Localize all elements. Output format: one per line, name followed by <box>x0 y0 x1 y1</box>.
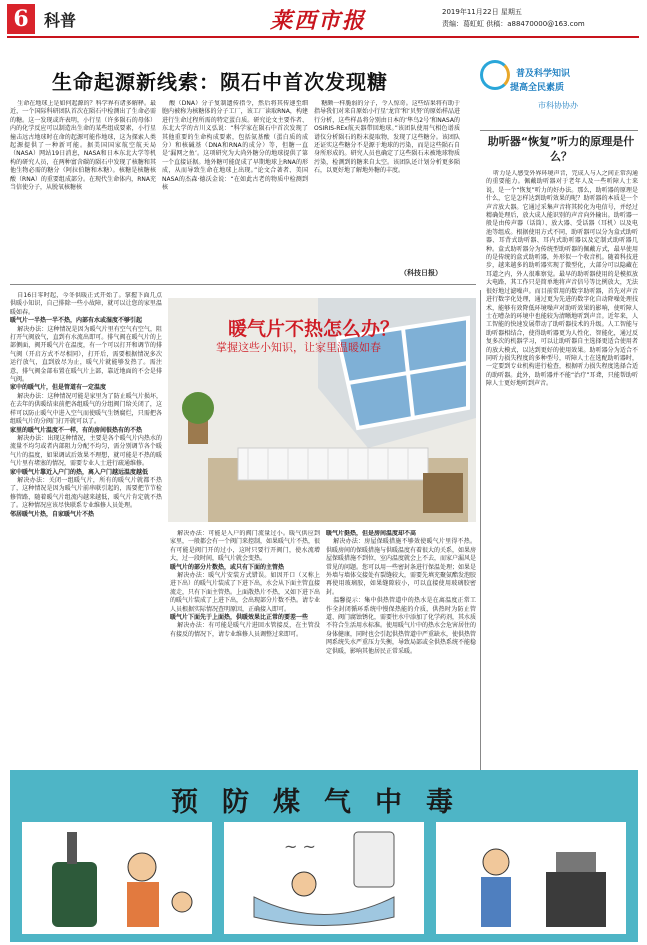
coal-stove-illustration <box>22 822 212 934</box>
newspaper-masthead: 莱西市报 <box>270 8 367 34</box>
article-subheading: 暖气片挺热，但是房间温度却不高 <box>326 530 417 537</box>
page-number: 6 <box>7 4 35 34</box>
section-name: 科普 <box>44 11 77 30</box>
article-subheading: 家中暖气片靠近入户门的热，离入户门越远温度越低 <box>10 468 149 476</box>
article-text: 酸（DNA）分子复制遗传指令，然后将其传递至细胞内被称为核糖体的分子工厂，该工厂读取RNA，构建进行生命过程所需的特定蛋白质。研究论文主要作者、东北大学的古川义弘说：“科学家在陨石中首次发现了其他重要的生命构成要素，包括氨基酸（蛋白质的成分）和核碱基（DNA和RNA的成分）等，但糖一直是‘漏网之鱼’。这项研究为大尚外糖分的地球提供了第一个直接证据。地外糖可能促成了早期地球上RNA的形成，从而导致生命在地球上出现。”论文合著者、美国NASA的杰森·德沃金说：“在如此古老的物质中检测到核 <box>162 100 308 192</box>
bedside-table-icon <box>423 473 463 513</box>
article-subheading: 家中的暖气片，但是管道有一定温度 <box>10 384 107 392</box>
article-paragraph: 解决办法：出现这种情况，主要是各个暖气片内热水的流量不均匀或者内部阻力分配不均匀，需分别调节各个暖气片的温度，如果调试后效果不理想，就可能是不热的暖气片里有堵塞的情况，需要专业人士进行疏通维修。 <box>10 434 162 468</box>
heater-article-subtitle: 掌握这些小知识，让家里温暖如春 <box>216 341 381 354</box>
article-paragraph: 解决办法：这种情况是因为暖气片里有空气有空气，阻打开气阀放气，直到有水流出即可。排气阀在暖气片的上部侧面，阀开暖气片在温度，有一个可以打开和调节的排气阀（开启方式不尽相同），打开后，需要根据情况多次运行放气，直到放尽为止，暖气片就能够发热了。需注意，排气阀金部布置在暖气片上部，靠近地面的不会是排气阀。 <box>10 325 162 384</box>
top-article-headline: 生命起源新线索：陨石中首次发现糖 <box>52 70 388 94</box>
top-article-column-1 <box>10 100 156 280</box>
article-paragraph: 自16日零时起，今冬供暖正式开始了。掌握下面几点供暖小知识，自己排除一些小故障，就可以让您的家里温暖如春。 <box>10 292 162 316</box>
panel-bath-heater <box>224 822 424 934</box>
article-subheading: 邻居暖气片热，自家暖气片不热 <box>10 510 95 518</box>
panel-kitchen-stove <box>436 822 626 934</box>
article-subheading: 暖气片下面先于上面热，供暖效果比正常的要差一些 <box>170 614 309 622</box>
editor-credit: 责编：葛虹虹 供稿：a88470000@163.com <box>442 20 585 28</box>
right-article-title: 助听器“恢复”听力的原理是什么？ <box>487 135 635 163</box>
heater-article-column-1 <box>10 292 162 754</box>
top-article-source: （科技日报） <box>400 269 442 277</box>
right-divider <box>480 130 638 131</box>
top-article-column-2 <box>162 100 308 280</box>
panel-coal-stove <box>22 822 212 934</box>
article-paragraph: 解决办法：关闭一组暖气片，所有的暖气片就都不热了，这种情况是因为暖气片前串联引起的，需要把节节检修管路，随着暖气片组流内越来越低，暖气片肯定就不热了。这种情况应该尽快联系专业维修人员处理。 <box>10 476 162 510</box>
article-text: 听力是人感受外界环境声音，完成人与人之间正常沟通的重要能力。佩戴助听器对于老年人及一些听障人士来说，是一个“恢复”听力的好办法。那么，助听器的原理是什么，它是怎样达到助听效果的呢？助听器的本质是一个声音放大器。它通过采集声音将其转化为电信号，并经过精确处理后，放大成人能识别的声音向外输出。助听器一般是由传声器（话筒）、放大器、受话器（耳机）以及电池等组成。根据使用方式不同，助听器可以分为盒式助听器、耳背式助听器、耳内式助听器以及定制式助听器几种。盒式助听器分为传统型助听器的佩戴方式，最早使用的是传统的盒式助听器，外形似一个收音机。随着科技进步，越来越多的助听器实现了微型化，大部分可以隐藏在耳道之内，外人很难察觉。最早的助听器使用的是模拟放大电路，其工作只是简单地将声音信号等比例放大，无法很好地过滤噪声。而目前常用的数字助听器，首先对声音进行数字化处理，通过更为先进的数字化自动降噪处理技术，能够有效降低环境噪声对助听效果的影响，使听障人士在嘈杂的环境中也能较为清晰地听到声音。近年来，人工智能的快速发展带动了助听器技术的升级。人工智能与助听器相结合，使得助听器更为人性化、智能化，通过反复多次的机器学习，可以让助听器自主选择更适合使用者的放大模式，以达到更好的使用效果。助听器分为适合不同听力损失程度的多种型号，听障人士在选配助听器时，一定要到专业机构进行检查，根据听力损失程度选择合适的助听器。此外，助听器并不能“治疗”耳聋，只能帮助听障人士更好地听到声音。 <box>486 170 638 388</box>
article-text: 生命在地球上是如何起源的？科学界有诸多解释。最近，一个国际科研团队首次在陨石中检测出了生命必需的糖。这一发现或许表明，小行星（许多陨石的母体）内的化学反应可以制造出生命的某些组成要素，小行星撞击远古地球时在命的起源可能作地球，这为探索人类起源提供了一种新可能。据美国国家航空航天局（NASA）网站19日消息，NASA和日本东北大学等机构的研究人员，在两种富含碳的陨石中发现了核糖和其他生物必需的糖分（阿拉伯糖和木糖）。核糖是核糖核酸（RNA）的重要组成部分。在现代生命体内，RNA充当信使分子，从脱氧核糖核 <box>10 100 156 192</box>
heater-article-column-3 <box>326 530 476 760</box>
radiator-icon <box>238 448 428 480</box>
article-subheading: 家里的暖气片温度不一样，有的房间很热有的不热 <box>10 426 143 434</box>
article-subheading: 暖气片一半热一半不热，内部有水或湿度不够引起 <box>10 317 143 325</box>
logo-swoosh-icon <box>480 60 510 90</box>
article-paragraph: 解决办法：暖气片安装方式错误。如因开口（又称上进下出）的暖气片装成了下进下出，水会从下面主管直接流走，只有下面主管热。上面散热片不热，又如下进下出的暖气片装成了上进下出，会出现部分片数不热。请专业人员根据实际情况查明原因，正确接入即可。 <box>170 572 320 613</box>
logo-slogan-1: 普及科学知识 <box>516 69 571 79</box>
banner-title: 预防煤气中毒 <box>171 787 477 818</box>
header-divider <box>7 36 639 38</box>
top-article-column-3 <box>314 100 460 280</box>
issue-date: 2019年11月22日 星期五 <box>442 8 522 16</box>
article-paragraph: 解决办法：可能是入户的阀门流量过小。暖气供应到家里，一般都会有一个阀门来控制，如果暖气片不热，很有可能是阀门开的过小，这时只要行开阀门，使水流增大，过一段时间，暖气片就会变热。 <box>170 530 320 563</box>
article-paragraph: 温馨提示：集中供热管道中的热水是在离温度正常工作全封闭循环系统中慢保热能的介质，供热时为防止管道、阀门腐蚀锈化，需要往水中添加了化学药剂，其水质不符合生活用水标准。使用暖气片中的热水会危害居住的身体健康，同时也会引起供热管道中严重缺水，使供热管网系统失水严重压力失衡，导致局部或全供热系统不能稳定供暖，影响其他居民正常采暖。 <box>326 597 476 655</box>
kitchen-stove-illustration <box>436 822 626 934</box>
article-text: 糖颇一样脆弱的分子，令人惊奇。这些结果将有助于指导我们对来自原始小行星‘龙宫’和‘贝努’的原始样品进行分析，这些样品将分别由日本的‘隼鸟2号’和NASA的OSIRIS-REx航天器带回地球。”该团队使用气相色谱质谱仪分析陨石的粉末提取物，发现了这些糖分。该团队还证实这些糖分不是源于地球的污染，而是这些陨石自身所形成的。研究人员也确定了这些陨石未被地球物质污染，检测到的糖来自太空。该团队还计划分析更多陨石，以更好地了解地外糖的丰度。 <box>314 100 460 175</box>
heater-article-title: 暖气片不热怎么办？ <box>228 318 400 340</box>
logo-organizer: 市科协协办 <box>538 101 578 110</box>
page-header <box>0 0 647 38</box>
logo-slogan-2: 提高全民素质 <box>510 83 565 93</box>
science-logo <box>480 52 638 122</box>
heater-article-column-2 <box>170 530 320 760</box>
bath-heater-illustration <box>224 822 424 934</box>
article-paragraph: 解决办法：有可能是暖气片进回水管接反，在主管没有接反的情况下，请专业维修人员调整过来即可。 <box>170 622 320 638</box>
svg-text:~ ~: ~ ~ <box>284 837 316 856</box>
article-subheading: 暖气片的部分片数热，或只有下面的主管热 <box>170 563 285 571</box>
section-divider <box>10 284 476 285</box>
article-paragraph: 解决办法：这种情况可能是家里为了防止暖气片损坏，在去年的供暖结束前把各组暖气的分组阀门给关闭了，这样可以防止暖气中进入空气而使暖气生锈腐烂，只需把各组暖气片的分阀门打开就可以了。 <box>10 392 162 426</box>
gas-safety-banner <box>10 770 638 942</box>
article-paragraph: 解决办法：房屋保暖措施不够效使暖气片里得不热。供暖房间的保暖措施与供暖温度有着很大的关系，如果房屋保暖措施不到位，室内温度就会上不去，而家户漏风是常见的问题。您可以用一些密封条进行保温处理；如果是外墙与墙体交接处有裂缝较大，需要先填充聚氨酯发泡胶再使用玻璃胶，如果缝隙较小，可以直接使用玻璃胶密封。 <box>326 538 476 596</box>
